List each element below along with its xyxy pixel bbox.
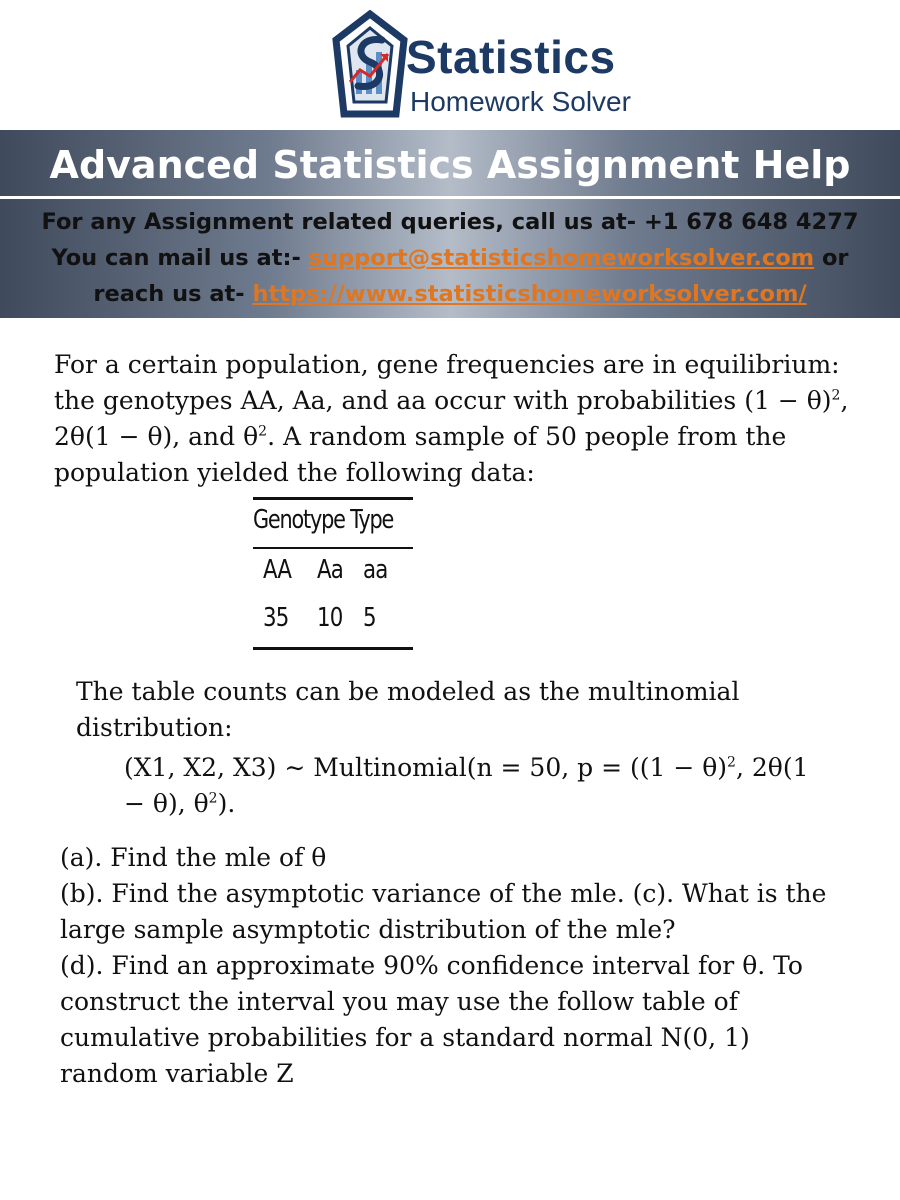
question-b-c: (b). Find the asymptotic variance of the mle. (c). What is the large sample asymptotic distribution of the mle? — [60, 879, 827, 944]
logo-emblem-icon — [330, 10, 410, 122]
banner-title: Advanced Statistics Assignment Help — [49, 143, 851, 187]
table-mid-rule — [253, 547, 413, 549]
question-d: (d). Find an approximate 90% confidence interval for θ. To construct the interval you may use the follow table of cumulative probabilities for a standard normal N(0, 1) random variable Z — [60, 951, 803, 1088]
company-logo — [330, 10, 631, 122]
exponent: 2 — [727, 754, 736, 771]
table-cell: Aa — [317, 555, 344, 585]
intro-part-c: . A random sample of 50 people from the population yielded the following data: — [54, 422, 787, 487]
table-cell: 5 — [363, 603, 376, 633]
exponent: 2 — [258, 423, 268, 440]
mail-prefix: You can mail us at:- — [51, 245, 309, 271]
model-description: The table counts can be modeled as the multinomial distribution: — [76, 677, 740, 742]
mail-suffix: or — [814, 245, 849, 271]
logo-title: Statistics — [406, 31, 616, 83]
intro-part-a: For a certain population, gene frequencies are in equilibrium: the genotypes AA, Aa, and aa occur with probabilities (1 − θ) — [54, 350, 840, 415]
table-cell: 10 — [317, 603, 343, 633]
formula-part-b: , 2θ(1 − θ), θ — [124, 753, 809, 818]
genotype-table — [253, 497, 413, 653]
phone-line: For any Assignment related queries, call us at- +1 678 648 4277 — [41, 209, 859, 235]
exponent: 2 — [831, 387, 841, 404]
website-link[interactable]: https://www.statisticshomeworksolver.com/ — [252, 281, 807, 307]
banner-divider — [0, 196, 900, 199]
formula-part-c: ). — [217, 789, 236, 818]
table-bottom-rule — [253, 647, 413, 650]
table-cell: 35 — [263, 603, 289, 633]
problem-intro — [54, 347, 854, 491]
reach-prefix: reach us at- — [93, 281, 253, 307]
table-cell: aa — [363, 555, 388, 585]
questions — [60, 840, 850, 1092]
table-header: Genotype Type — [253, 505, 394, 535]
email-link[interactable]: support@statisticshomeworksolver.com — [308, 245, 815, 271]
logo-subtitle: Homework Solver — [410, 86, 631, 117]
table-top-rule — [253, 497, 413, 500]
contact-info — [0, 204, 900, 312]
website-line — [0, 276, 900, 312]
exponent: 2 — [208, 790, 218, 807]
intro-part-b: , 2θ(1 − θ), and θ — [54, 386, 849, 451]
table-cell: AA — [263, 555, 292, 585]
mail-line — [0, 240, 900, 276]
question-a: (a). Find the mle of θ — [60, 843, 327, 872]
model-formula — [124, 750, 834, 822]
formula-part-a: (X1, X2, X3) ∼ Multinomial(n = 50, p = ((1 − θ) — [124, 753, 728, 782]
